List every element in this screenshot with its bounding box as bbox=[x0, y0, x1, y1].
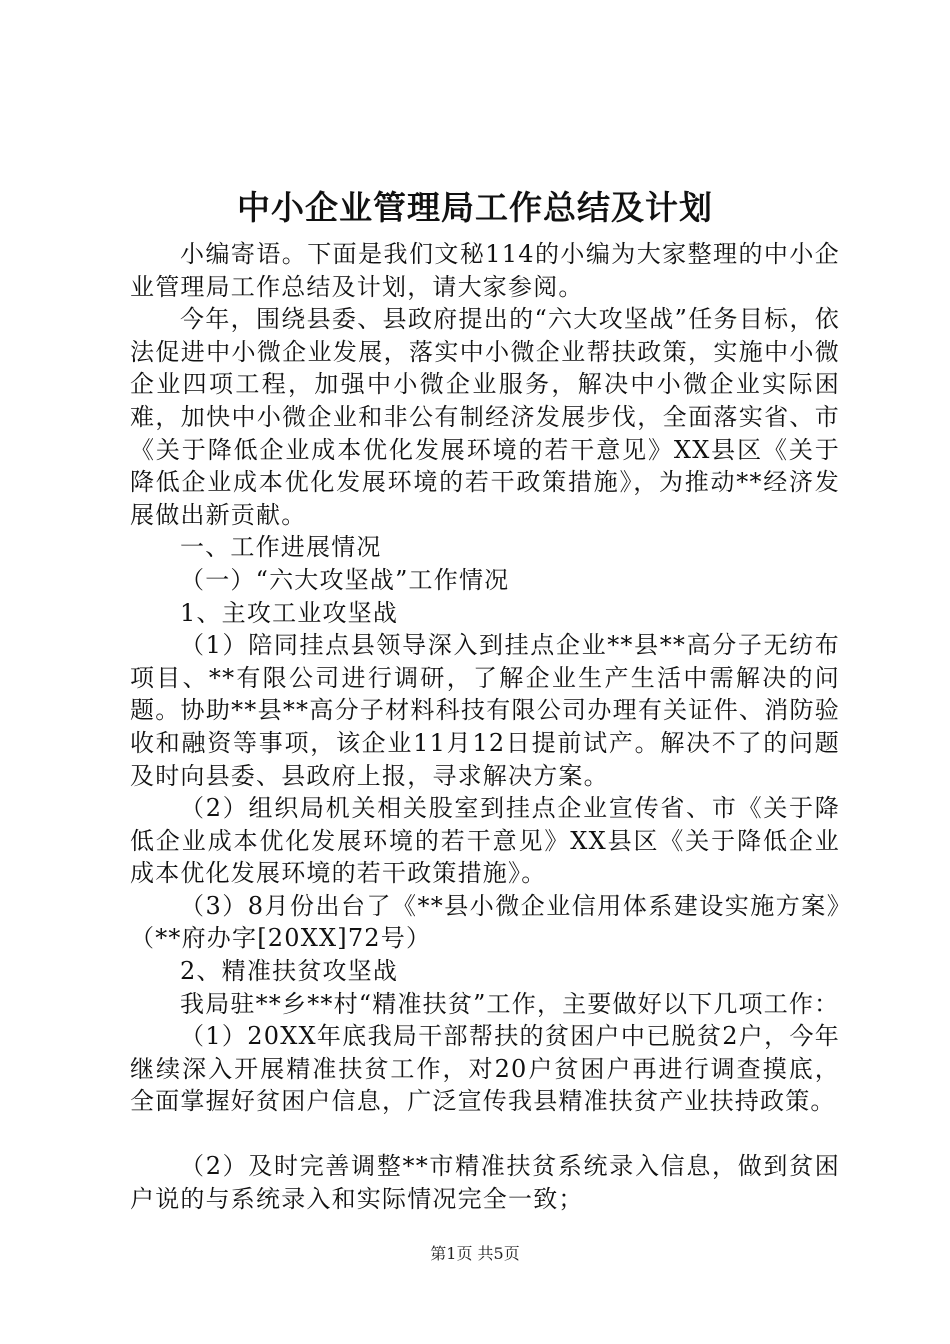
item-heading-poverty: 2、精准扶贫攻坚战 bbox=[180, 957, 399, 986]
overview-paragraph: 今年，围绕县委、县政府提出的“六大攻坚战”任务目标，依法促进中小微企业发展，落实中小微企业帮扶政策，实施中小微企业四项工程，加强中小微企业服务，解决中小微企业实际困难，加快中小微企业和非公有制经济发展步伐，全面落实省、市《关于降低企业成本优化发展环境的若干意见》XX县区《关于降低企业成本优化发展环境的若干政策措施》，为推动**经济发展做出新贡献。 bbox=[130, 305, 840, 529]
industry-item-2: （2）组织局机关相关股室到挂点企业宣传省、市《关于降低企业成本优化发展环境的若干意见》XX县区《关于降低企业成本优化发展环境的若干政策措施》。 bbox=[130, 794, 840, 888]
page-footer: 第1页 共5页 bbox=[430, 1244, 520, 1263]
document-body bbox=[130, 238, 840, 1215]
document-title: 中小企业管理局工作总结及计划 bbox=[237, 188, 713, 227]
subsection-heading: （一）“六大攻坚战”工作情况 bbox=[180, 565, 510, 594]
section-heading: 一、工作进展情况 bbox=[180, 533, 382, 562]
poverty-item-2: （2）及时完善调整**市精准扶贫系统录入信息，做到贫困户说的与系统录入和实际情况完全一致； bbox=[130, 1152, 840, 1213]
industry-item-1: （1）陪同挂点县领导深入到挂点企业**县**高分子无纺布项目、**有限公司进行调研，了解企业生产生活中需解决的问题。协助**县**高分子材料科技有限公司办理有关证件、消防验收和融资等事项，该企业11月12日提前试产。解决不了的问题及时向县委、县政府上报，寻求解决方案。 bbox=[130, 631, 840, 790]
poverty-item-1: （1）20XX年底我局干部帮扶的贫困户中已脱贫2户，今年继续深入开展精准扶贫工作，对20户贫困户再进行调查摸底，全面掌握好贫困户信息，广泛宣传我县精准扶贫产业扶持政策。 bbox=[130, 1022, 840, 1116]
paragraph-spacer bbox=[130, 1118, 840, 1150]
item-heading-industry: 1、主攻工业攻坚战 bbox=[180, 598, 399, 627]
intro-paragraph: 小编寄语。下面是我们文秘114的小编为大家整理的中小企业管理局工作总结及计划，请大家参阅。 bbox=[130, 240, 840, 301]
industry-item-3: （3）8月份出台了《**县小微企业信用体系建设实施方案》（**府办字[20XX]72号） bbox=[130, 891, 840, 953]
poverty-intro: 我局驻**乡**村“精准扶贫”工作，主要做好以下几项工作： bbox=[180, 989, 840, 1018]
